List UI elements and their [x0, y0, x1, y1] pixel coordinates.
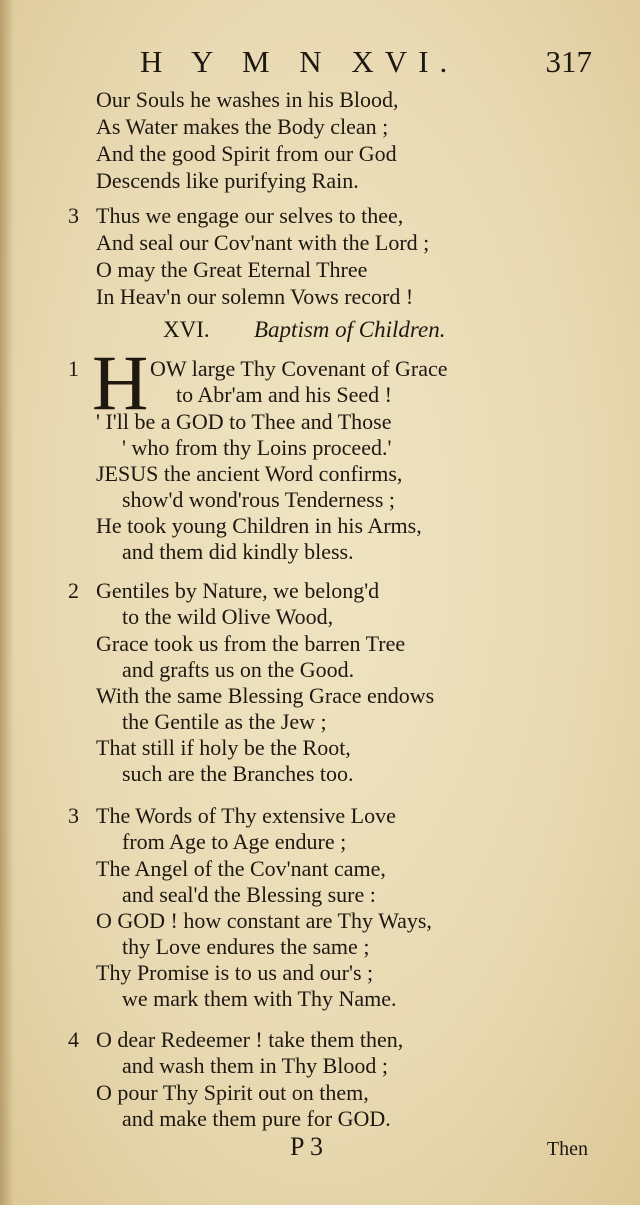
running-title: H Y M N XVI. [140, 44, 459, 79]
page-number: 317 [545, 44, 592, 79]
verse-line: Gentiles by Nature, we belong'd [96, 578, 380, 603]
verse-line: As Water makes the Body clean ; [96, 114, 389, 139]
page-footer [0, 1132, 640, 1172]
verse-line: we mark them with Thy Name. [122, 986, 397, 1011]
verse-line: ' who from thy Loins proceed.' [122, 435, 392, 460]
verse-number: 4 [68, 1027, 79, 1052]
verse-line: O dear Redeemer ! take them then, [96, 1027, 404, 1052]
verse-line: and seal'd the Blessing sure : [122, 882, 376, 907]
verse-number: 3 [68, 803, 79, 828]
stanza-number: 3 [68, 203, 79, 228]
verse-line: And seal our Cov'nant with the Lord ; [96, 230, 430, 255]
verse-line: JESUS the ancient Word confirms, [96, 461, 403, 486]
verse-line: OW large Thy Covenant of Grace [150, 356, 448, 381]
verse-number: 1 [68, 356, 79, 381]
verse-line: He took young Children in his Arms, [96, 513, 422, 538]
verse-line: Thus we engage our selves to thee, [96, 203, 404, 228]
verse-line: Our Souls he washes in his Blood, [96, 87, 399, 112]
verse-line: and grafts us on the Good. [122, 657, 355, 682]
verse-line: thy Love endures the same ; [122, 934, 370, 959]
signature-mark: P 3 [290, 1132, 323, 1161]
verse-line: Grace took us from the barren Tree [96, 631, 406, 656]
verse-line: to the wild Olive Wood, [122, 604, 334, 629]
verse-line: such are the Branches too. [122, 761, 354, 786]
verse-line: and make them pure for GOD. [122, 1106, 391, 1131]
verse-line: Thy Promise is to us and our's ; [96, 960, 374, 985]
verse-line: With the same Blessing Grace endows [96, 683, 435, 708]
verse-line: That still if holy be the Root, [96, 735, 351, 760]
verse-line: and them did kindly bless. [122, 539, 354, 564]
verse-line: from Age to Age endure ; [122, 829, 347, 854]
verse-line: and wash them in Thy Blood ; [122, 1053, 389, 1078]
verse-line: the Gentile as the Jew ; [122, 709, 327, 734]
drop-capital: H [92, 339, 149, 426]
catchword: Then [546, 1138, 588, 1160]
verse-line: ' I'll be a GOD to Thee and Those [96, 409, 392, 434]
hymn-number: XVI. [163, 317, 210, 342]
verse-line: to Abr'am and his Seed ! [176, 382, 392, 407]
page-header [0, 44, 640, 84]
verse-line: The Angel of the Cov'nant came, [96, 856, 386, 881]
verse-line: In Heav'n our solemn Vows record ! [96, 284, 414, 309]
verse-line: O may the Great Eternal Three [96, 257, 368, 282]
verse-line: Descends like purifying Rain. [96, 168, 359, 193]
verse-number: 2 [68, 578, 79, 603]
verse-line: And the good Spirit from our God [96, 141, 397, 166]
hymn-title-text: Baptism of Children. [254, 317, 446, 342]
verse-line: The Words of Thy extensive Love [96, 803, 396, 828]
verse-line: O pour Thy Spirit out on them, [96, 1080, 369, 1105]
verse-line: O GOD ! how constant are Thy Ways, [96, 908, 432, 933]
verse-line: show'd wond'rous Tenderness ; [122, 487, 396, 512]
